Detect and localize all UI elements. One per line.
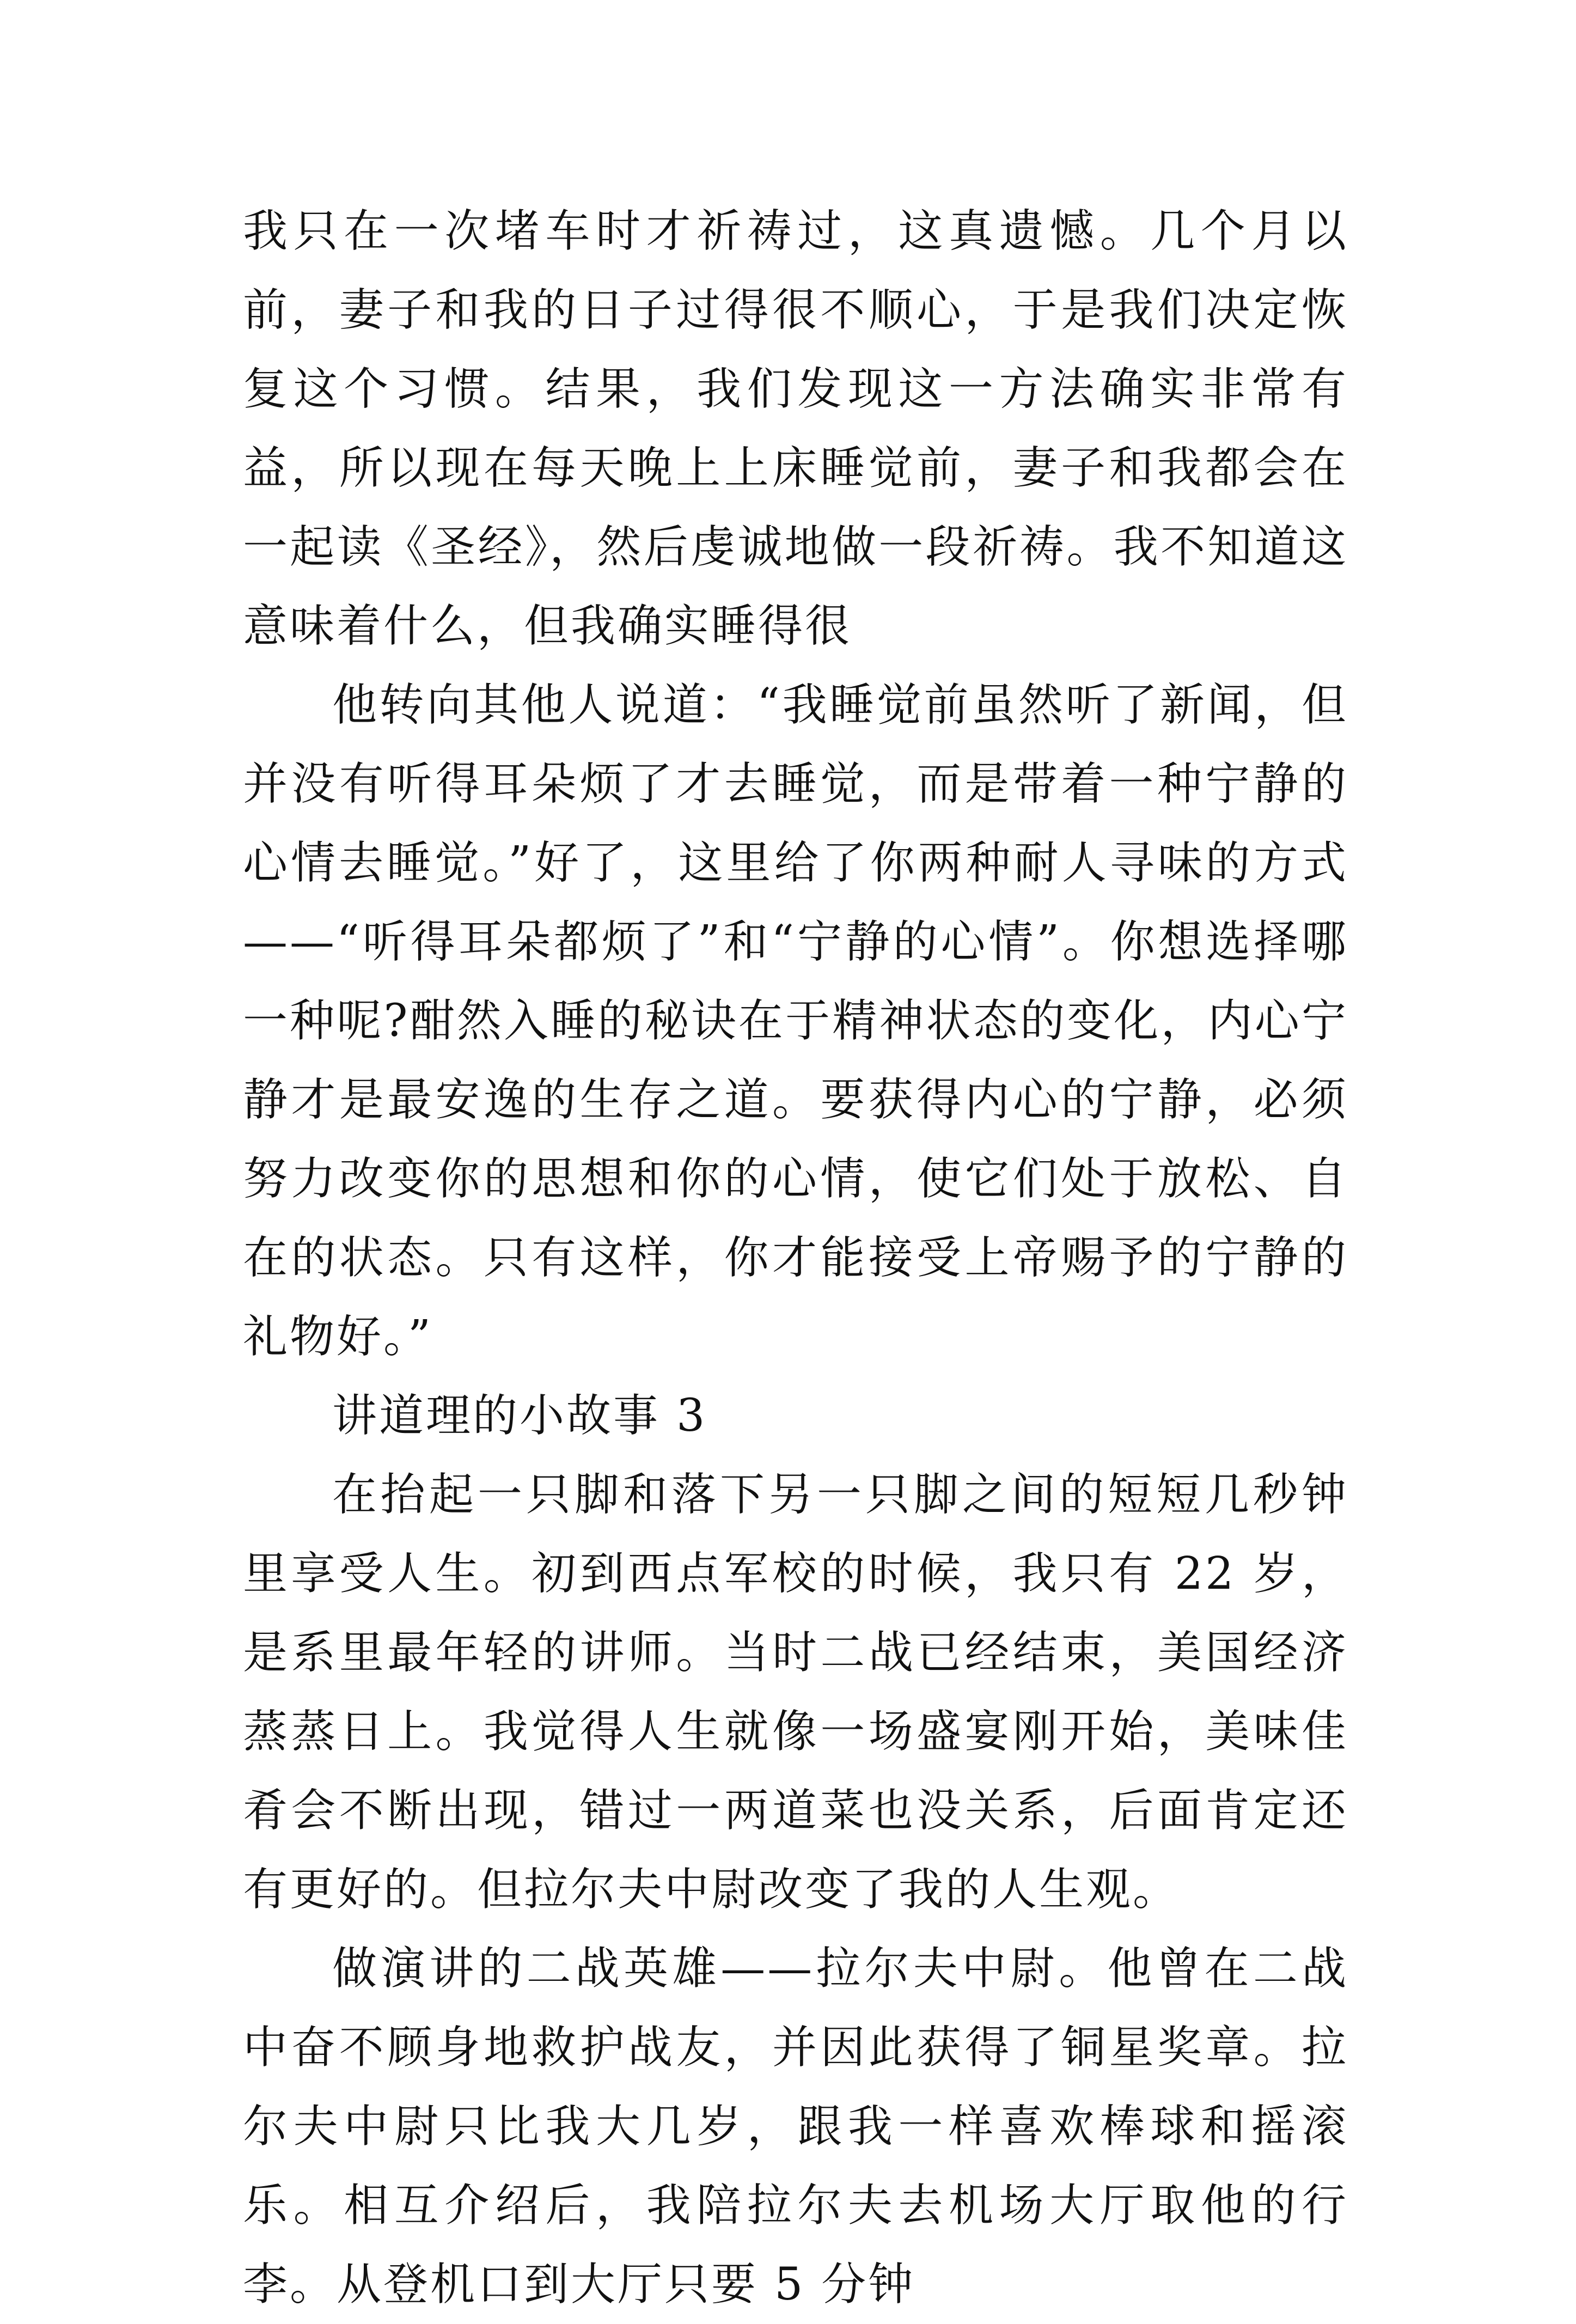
section-heading: 讲道理的小故事 3 [332,1390,707,1442]
paragraph-1: 我只在一次堵车时才祈祷过，这真遗憾。几个月以前，妻子和我的日子过得很不顺心，于是我们决定恢复这个习惯。结果，我们发现这一方法确实非常有益，所以现在每天晚上上床睡觉前，妻子和我都会在一起读《圣经》，然后虔诚地做一段祈祷。我不知道这意味着什么，但我确实睡得很 [243,205,1348,652]
paragraph-3: 在抬起一只脚和落下另一只脚之间的短短几秒钟里享受人生。初到西点军校的时候，我只有 22 岁，是系里最年轻的讲师。当时二战已经结束，美国经济蒸蒸日上。我觉得人生就像一场盛宴刚开始，美味佳肴会不断出现，错过一两道菜也没关系，后面肯定还有更好的。但拉尔夫中尉改变了我的人生观。 [243,1469,1348,1916]
document-body [243,192,1348,2324]
paragraph-2: 他转向其他人说道：“我睡觉前虽然听了新闻，但并没有听得耳朵烦了才去睡觉，而是带着一种宁静的心情去睡觉。”好了，这里给了你两种耐人寻味的方式——“听得耳朵都烦了”和“宁静的心情”。你想选择哪一种呢?酣然入睡的秘诀在于精神状态的变化，内心宁静才是最安逸的生存之道。要获得内心的宁静，必须努力改变你的思想和你的心情，使它们处于放松、自在的状态。只有这样，你才能接受上帝赐予的宁静的礼物好。” [243,679,1348,1363]
paragraph-4: 做演讲的二战英雄——拉尔夫中尉。他曾在二战中奋不顾身地救护战友，并因此获得了铜星奖章。拉尔夫中尉只比我大几岁，跟我一样喜欢棒球和摇滚乐。相互介绍后，我陪拉尔夫去机场大厅取他的行李。从登机口到大厅只要 5 分钟 [243,1943,1348,2310]
